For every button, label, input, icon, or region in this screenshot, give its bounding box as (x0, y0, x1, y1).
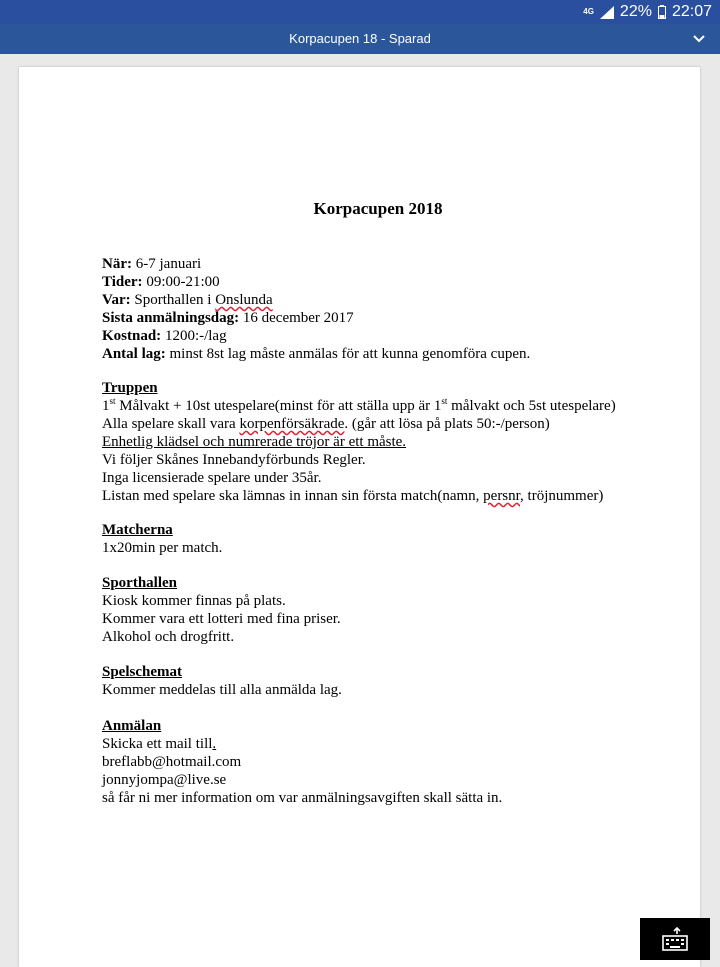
info-cost: Kostnad: 1200:-/lag (102, 328, 227, 344)
sporthallen-line-1: Kiosk kommer finnas på plats. (102, 593, 286, 609)
truppen-line-1: 1st Målvakt + 10st utespelare(minst för att ställa upp är 1st målvakt och 5st utespelare) (102, 396, 616, 414)
anmalan-email-1: breflabb@hotmail.com (102, 754, 242, 770)
matcherna-line-1: 1x20min per match. (102, 540, 223, 556)
heading-truppen: Truppen (102, 380, 158, 396)
truppen-line-6: Listan med spelare ska lämnas in innan sin första match(namn, persnr, tröjnummer) (102, 488, 604, 504)
battery-percent: 22% (619, 3, 652, 20)
anmalan-line-4: så får ni mer information om var anmälningsavgiften skall sätta in. (102, 790, 503, 806)
truppen-line-4: Vi följer Skånes Innebandyförbunds Regler. (102, 452, 366, 468)
info-section (102, 255, 530, 363)
anmalan-line-1: Skicka ett mail till. (102, 736, 217, 752)
anmalan-email-2: jonnyjompa@live.se (102, 772, 227, 788)
chevron-down-icon[interactable] (690, 30, 708, 48)
status-bar (0, 0, 720, 24)
heading-sporthallen: Sporthallen (102, 575, 178, 591)
section-spelschemat (102, 663, 342, 699)
section-anmalan (102, 717, 502, 807)
section-truppen (102, 379, 616, 505)
info-teams: Antal lag: minst 8st lag måste anmälas för att kunna genomföra cupen. (102, 346, 531, 362)
heading-spelschemat: Spelschemat (102, 664, 182, 680)
info-when: När: 6-7 januari (102, 256, 202, 272)
edit-button[interactable] (640, 918, 710, 960)
document-title: Korpacupen 18 - Sparad (289, 31, 431, 46)
spelschemat-line-1: Kommer meddelas till alla anmälda lag. (102, 682, 342, 698)
section-sporthallen (102, 574, 341, 646)
sporthallen-line-2: Kommer vara ett lotteri med fina priser. (102, 611, 341, 627)
info-where: Var: Sporthallen i Onslunda (102, 292, 273, 308)
network-4g-icon: 4G (583, 7, 594, 16)
doc-title: Korpacupen 2018 (313, 199, 443, 218)
clock: 22:07 (671, 3, 712, 20)
section-matcherna (102, 521, 222, 557)
truppen-line-2: Alla spelare skall vara korpenförsäkrade. (går att lösa på plats 50:-/person) (102, 416, 550, 432)
truppen-line-5: Inga licensierade spelare under 35år. (102, 470, 322, 486)
document-title-bar[interactable] (0, 24, 720, 54)
keyboard-icon (660, 926, 690, 952)
heading-matcherna: Matcherna (102, 522, 173, 538)
heading-anmalan: Anmälan (102, 718, 162, 734)
document-page[interactable] (19, 67, 700, 967)
signal-icon (600, 6, 614, 19)
battery-icon (658, 5, 666, 19)
sporthallen-line-3: Alkohol och drogfritt. (102, 629, 235, 645)
truppen-line-3: Enhetlig klädsel och numrerade tröjor är ett måste. (102, 434, 407, 450)
info-times: Tider: 09:00-21:00 (102, 274, 220, 290)
info-deadline: Sista anmälningsdag: 16 december 2017 (102, 310, 354, 326)
